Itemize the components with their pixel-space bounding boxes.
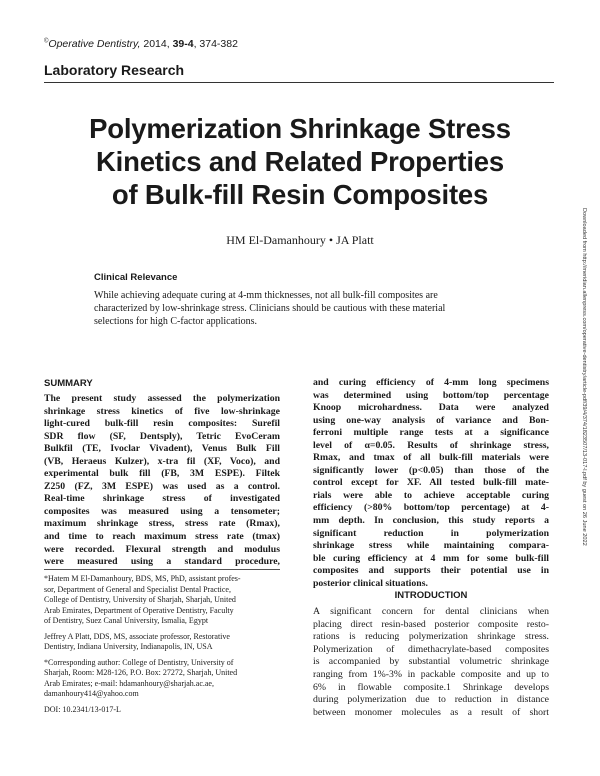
journal-pages: , 374-382 <box>193 38 238 50</box>
summary-line: and time to reach maximum stress rate (tmax) <box>44 531 280 543</box>
journal-citation <box>44 38 238 50</box>
summary-line: was determined using bottom/top percentage <box>313 389 549 401</box>
summary-line: Bulkfil (TE, Ivoclar Vivadent), Venus Bulk Fill <box>44 443 280 455</box>
introduction-line: Polymerization of dimethacrylate-based composites <box>313 643 549 655</box>
author-line: HM El-Damanhoury • JA Platt <box>226 233 374 247</box>
affiliation-line: Arab Emirates; e-mail: hdamanhoury@sharjah.ac.ae, <box>44 678 214 688</box>
affiliation-line: *Corresponding author: College of Dentistry, University of <box>44 657 234 667</box>
summary-line: composites was measured using a tensometer; <box>44 505 280 517</box>
affiliation-line: damanhoury414@yahoo.com <box>44 689 139 698</box>
title-line: Kinetics and Related Properties <box>96 146 504 177</box>
affiliation-line: sor, Department of General and Specialist Dental Practice, <box>44 584 231 594</box>
footnote-divider <box>44 569 280 570</box>
clinical-relevance-text <box>94 289 506 328</box>
summary-right-column <box>313 377 549 590</box>
summary-line: using one-way analysis of variance and Bon- <box>313 414 549 426</box>
clinical-relevance-line: selections for high C-factor applications. <box>94 316 258 327</box>
introduction-text <box>313 606 549 719</box>
affiliation-line: Sharjah, Room: M28-126, P.O. Box: 27272, Sharjah, United <box>44 668 238 677</box>
summary-line: The present study assessed the polymerization <box>44 393 280 404</box>
summary-line: control except for XF. All tested bulk-fill mate- <box>313 477 549 489</box>
summary-line: experimental bulk fill (FB, 3M ESPE). Filtek <box>44 468 280 480</box>
summary-line: and curing efficiency of 4-mm long specimens <box>313 377 549 388</box>
journal-mark: © <box>44 38 49 45</box>
clinical-relevance-line: While achieving adequate curing at 4-mm thicknesses, not all bulk-fill composites are <box>94 290 438 301</box>
journal-year: 2014, <box>140 38 173 50</box>
introduction-line: between monomer molecules as a result of short <box>313 706 549 718</box>
summary-line: shrinkage stress kinetics of five low-shrinkage <box>44 405 280 417</box>
summary-line: significant reduction in polymerization <box>313 527 549 539</box>
summary-line: posterior clinical situations. <box>313 577 428 589</box>
section-label: Laboratory Research <box>44 62 185 78</box>
summary-line: mm depth. In conclusion, this study reports a <box>313 515 549 527</box>
summary-line: were recorded. Flexural strength and modulus <box>44 543 280 555</box>
summary-line: Z250 (FZ, 3M ESPE) was used as a control. <box>44 480 280 492</box>
summary-line: Real-time shrinkage stress of investigated <box>44 493 280 505</box>
summary-line: Rmax, and tmax of all bulk-fill materials were <box>313 452 549 464</box>
journal-volume: 39-4 <box>172 38 194 50</box>
affiliation-line: Dentistry, Indiana University, Indianapolis, IN, USA <box>44 642 213 651</box>
introduction-heading: INTRODUCTION <box>394 590 468 601</box>
summary-line: Knoop microhardness. Data were analyzed <box>313 402 549 414</box>
summary-line: (VB, Heraeus Kulzer), x-tra fil (XF, Voco), and <box>44 455 280 467</box>
summary-left-column <box>44 393 280 569</box>
title-line: of Bulk-fill Resin Composites <box>111 179 489 210</box>
doi-line: DOI: 10.2341/13-017-L <box>44 704 121 714</box>
summary-line: SDR flow (SF, Dentsply), Tetric EvoCeram <box>44 430 280 442</box>
affiliation-line: Arab Emirates, Department of Operative Dentistry, Faculty <box>44 605 234 615</box>
clinical-relevance-heading: Clinical Relevance <box>94 272 178 283</box>
introduction-line: rations is reducing polymerization shrinkage stress. <box>313 631 549 643</box>
summary-line: level of α=0.05. Results of shrinkage stress, <box>313 439 549 451</box>
summary-line: light-cured bulk-fill resin composites: Surefil <box>44 418 280 430</box>
summary-line: ble curing efficiency at 4 mm for some bulk-fill <box>313 552 549 564</box>
affiliation-line: of Dentistry, Suez Canal University, Ismalia, Egypt <box>44 616 209 625</box>
affiliation-line: *Hatem M El-Damanhoury, BDS, MS, PhD, assistant profes- <box>44 574 241 583</box>
summary-line: efficiency (>80% bottom/top percentage) at 4- <box>313 502 549 514</box>
introduction-line: A significant concern for dental clinicians when <box>313 606 549 617</box>
introduction-line: is accompanied by substantial volumetric shrinkage <box>313 656 549 668</box>
affiliation-line: Jeffrey A Platt, DDS, MS, associate professor, Restorative <box>44 631 230 641</box>
summary-line: composites and supports their potential use in <box>313 565 549 577</box>
introduction-line: ranging from 1%-3% in packable composite and up to <box>313 668 549 680</box>
journal-name: Operative Dentistry, <box>48 38 141 50</box>
clinical-relevance-line: characterized by low-shrinkage stress. Clinicians should be cautious with these material <box>94 303 446 314</box>
summary-line: maximum shrinkage stress, stress rate (Rmax), <box>44 518 280 530</box>
author-affiliations <box>44 574 280 715</box>
introduction-line: during polymerization due to reduction in distance <box>313 694 549 706</box>
header-divider <box>44 82 554 83</box>
introduction-line: 6% in flowable composite.1 Shrinkage develops <box>313 681 549 693</box>
summary-line: were measured using a standard procedure, <box>44 556 280 568</box>
title-line: Polymerization Shrinkage Stress <box>89 113 511 144</box>
summary-line: significantly lower (p<0.05) than those of the <box>313 464 549 476</box>
download-watermark: Downloaded from http://meridian.allenpress.com/operative-dentistry/article-pdf/39/4/374/1823507/13-017-l.pdf by guest on 26 June 2022 <box>581 208 587 546</box>
summary-line: rials were able to achieve acceptable curing <box>313 489 549 501</box>
summary-line: ferroni multiple range tests at a significance <box>313 427 549 439</box>
summary-line: shrinkage stress while maintaining compara- <box>313 540 549 552</box>
affiliation-line: College of Dentistry, University of Sharjah, Sharjah, United <box>44 595 236 604</box>
summary-heading: SUMMARY <box>44 378 93 389</box>
introduction-line: placing direct resin-based posterior composite resto- <box>313 618 549 630</box>
article-title <box>40 112 560 211</box>
